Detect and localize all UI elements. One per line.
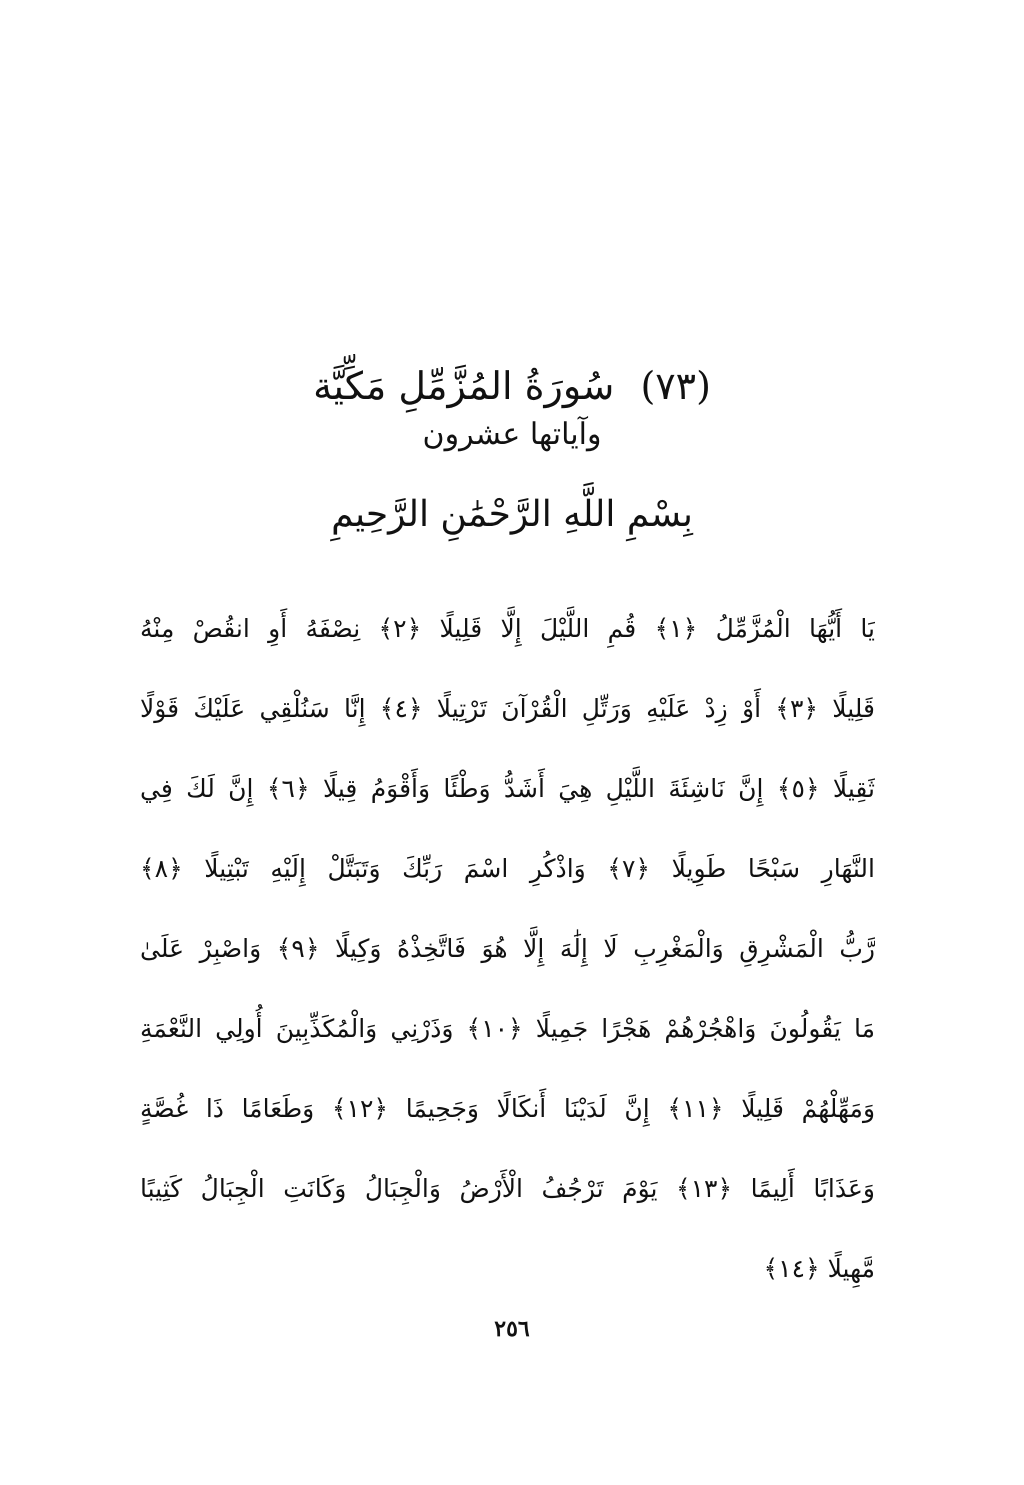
- page-number: ٢٥٦: [494, 1316, 530, 1342]
- text-line: رَّبُّ الْمَشْرِقِ وَالْمَغْرِبِ لَا إِلَٰهَ إِلَّا هُوَ فَاتَّخِذْهُ وَكِيلًا ﴿٩﴾ وَاصْبِرْ عَلَىٰ: [140, 934, 875, 963]
- quran-text: [140, 600, 875, 1320]
- text-line: وَعَذَابًا أَلِيمًا ﴿١٣﴾ يَوْمَ تَرْجُفُ الْأَرْضُ وَالْجِبَالُ وَكَانَتِ الْجِبَالُ كَثِيبًا: [140, 1174, 875, 1203]
- surah-number: (٧٣): [640, 364, 711, 408]
- text-line: قَلِيلًا ﴿٣﴾ أَوْ زِدْ عَلَيْهِ وَرَتِّلِ الْقُرْآنَ تَرْتِيلًا ﴿٤﴾ إِنَّا سَنُلْقِي عَلَيْكَ قَوْلًا: [140, 694, 875, 723]
- text-line: وَمَهِّلْهُمْ قَلِيلًا ﴿١١﴾ إِنَّ لَدَيْنَا أَنكَالًا وَجَحِيمًا ﴿١٢﴾ وَطَعَامًا ذَا غُصَّةٍ: [140, 1094, 875, 1123]
- surah-title-line: [0, 362, 1024, 410]
- surah-header: [0, 362, 1024, 454]
- text-line: يَا أَيُّهَا الْمُزَّمِّلُ ﴿١﴾ قُمِ اللَّيْلَ إِلَّا قَلِيلًا ﴿٢﴾ نِصْفَهُ أَوِ انقُصْ مِنْهُ: [140, 614, 875, 643]
- text-line: مَّهِيلًا ﴿١٤﴾: [763, 1254, 875, 1283]
- text-line: مَا يَقُولُونَ وَاهْجُرْهُمْ هَجْرًا جَمِيلًا ﴿١٠﴾ وَذَرْنِي وَالْمُكَذِّبِينَ أُولِي النَّعْمَةِ: [140, 1014, 875, 1043]
- text-line: ثَقِيلًا ﴿٥﴾ إِنَّ نَاشِئَةَ اللَّيْلِ هِيَ أَشَدُّ وَطْئًا وَأَقْوَمُ قِيلًا ﴿٦﴾ إِنَّ لَكَ فِي: [140, 774, 875, 803]
- basmala: بِسْمِ اللَّهِ الرَّحْمَٰنِ الرَّحِيمِ: [331, 494, 693, 535]
- verse-count: وآياتها عشرون: [422, 417, 602, 452]
- surah-title: سُورَةُ المُزَّمِّلِ مَكِّيَّة: [313, 364, 615, 408]
- text-line: النَّهَارِ سَبْحًا طَوِيلًا ﴿٧﴾ وَاذْكُرِ اسْمَ رَبِّكَ وَتَبَتَّلْ إِلَيْهِ تَبْتِيلًا ﴿٨﴾: [140, 854, 875, 883]
